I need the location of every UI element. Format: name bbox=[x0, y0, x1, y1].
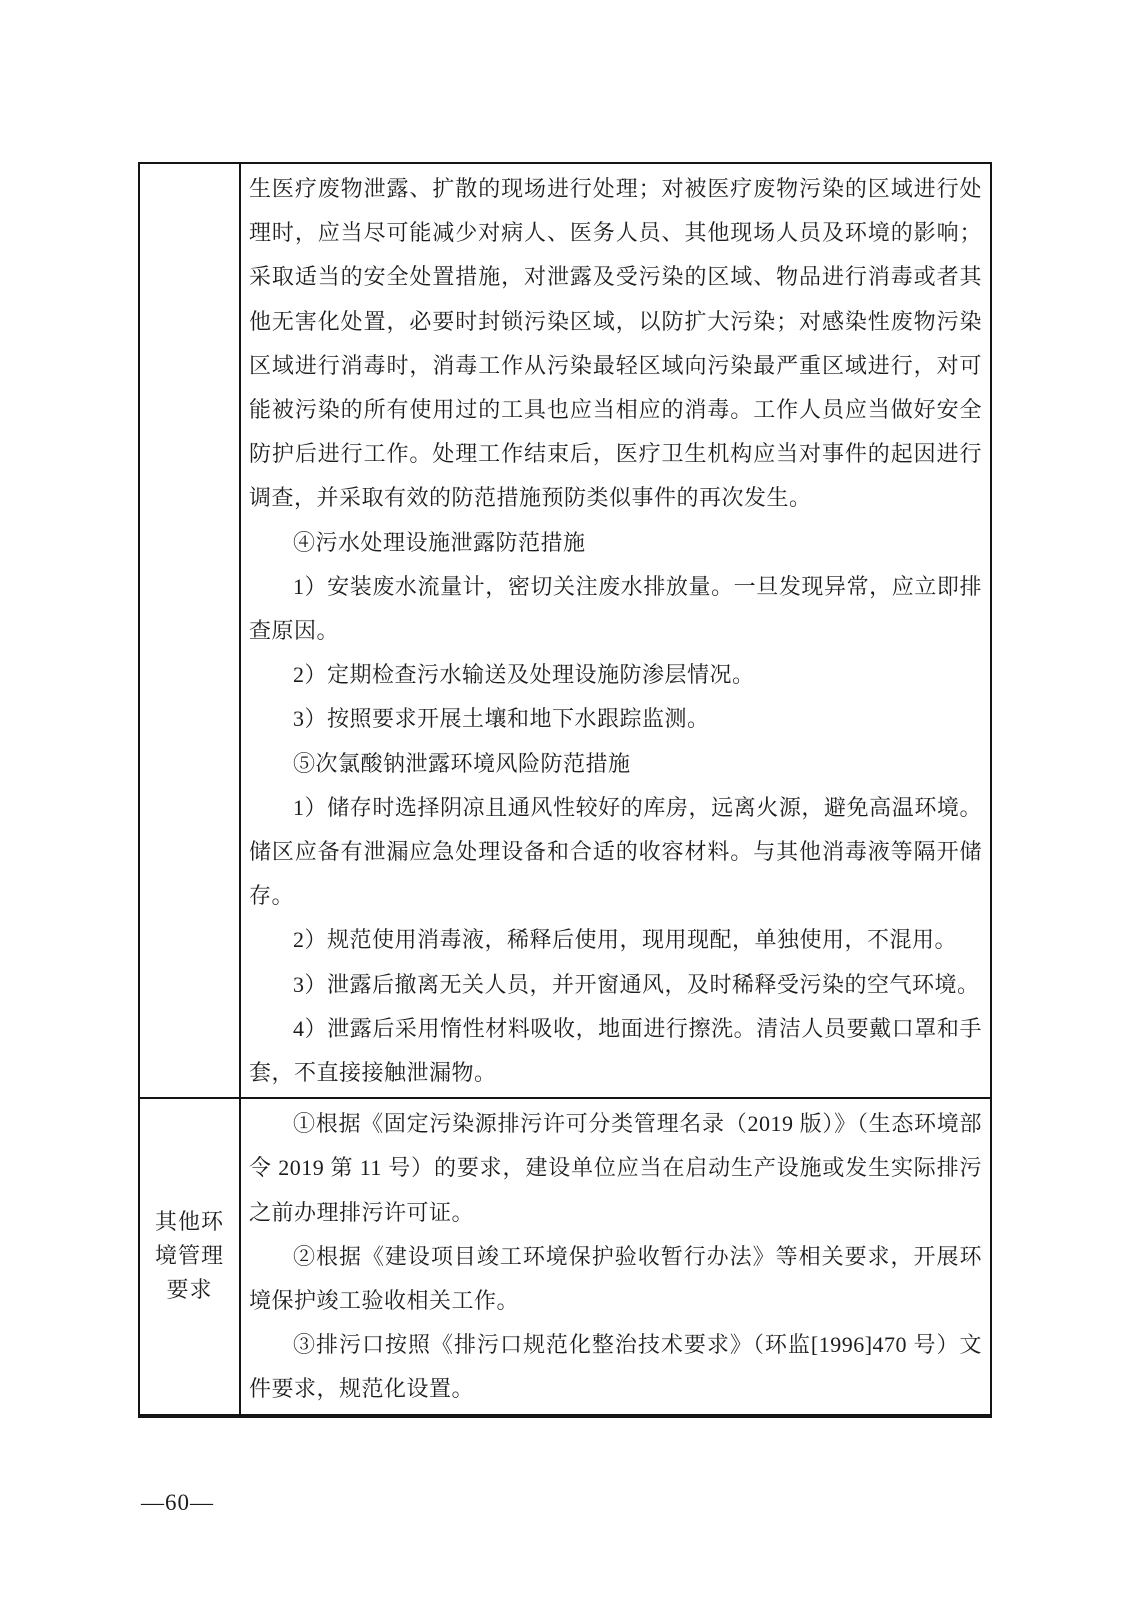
paragraph: 生医疗废物泄露、扩散的现场进行处理；对被医疗废物污染的区域进行处理时，应当尽可能减少对病人、医务人员、其他现场人员及环境的影响；采取适当的安全处置措施，对泄露及受污染的区域、物品进行消毒或者其他无害化处置，必要时封锁污染区域，以防扩大污染；对感染性废物污染区域进行消毒时，消毒工作从污染最轻区域向污染最严重区域进行，对可能被污染的所有使用过的工具也应当相应的消毒。工作人员应当做好安全防护后进行工作。处理工作结束后，医疗卫生机构应当对事件的起因进行调查，并采取有效的防范措施预防类似事件的再次发生。 bbox=[249, 176, 982, 511]
paragraph: ③排污口按照《排污口规范化整治技术要求》（环监[1996]470 号）文件要求，规范化设置。 bbox=[249, 1332, 982, 1402]
table-row bbox=[140, 1097, 990, 1413]
paragraph: 3）泄露后撤离无关人员，并开窗通风，及时稀释受污染的空气环境。 bbox=[293, 971, 980, 997]
row-content-cell bbox=[241, 164, 990, 1097]
paragraph: ②根据《建设项目竣工环境保护验收暂行办法》等相关要求，开展环境保护竣工验收相关工作。 bbox=[249, 1243, 982, 1314]
paragraph: ④污水处理设施泄露防范措施 bbox=[293, 529, 586, 555]
paragraph: 4）泄露后采用惰性材料吸收，地面进行擦洗。清洁人员要戴口罩和手套，不直接接触泄漏物。 bbox=[249, 1015, 982, 1086]
row-label-cell bbox=[140, 1099, 241, 1413]
paragraph: 1）储存时选择阴凉且通风性较好的库房，远离火源，避免高温环境。储区应备有泄漏应急处理设备和合适的收容材料。与其他消毒液等隔开储存。 bbox=[249, 794, 982, 909]
row-content-cell bbox=[241, 1099, 990, 1413]
row-label-cell bbox=[140, 164, 241, 1097]
paragraph: ⑤次氯酸钠泄露环境风险防范措施 bbox=[293, 750, 631, 776]
page-number: —60— bbox=[141, 1490, 214, 1515]
table-row bbox=[140, 164, 990, 1097]
paragraph: 2）规范使用消毒液，稀释后使用，现用现配，单独使用，不混用。 bbox=[293, 927, 958, 953]
paragraph: 1）安装废水流量计，密切关注废水排放量。一旦发现异常，应立即排查原因。 bbox=[249, 573, 982, 644]
row-label: 其他环境管理要求 bbox=[154, 1209, 224, 1303]
environmental-requirements-table bbox=[138, 162, 992, 1418]
paragraph: 2）定期检查污水输送及处理设施防渗层情况。 bbox=[293, 662, 755, 688]
paragraph: 3）按照要求开展土壤和地下水跟踪监测。 bbox=[293, 706, 710, 732]
paragraph: ①根据《固定污染源排污许可分类管理名录（2019 版）》（生态环境部令 2019 第 11 号）的要求，建设单位应当在启动生产设施或发生实际排污之前办理排污许可证。 bbox=[249, 1111, 982, 1225]
